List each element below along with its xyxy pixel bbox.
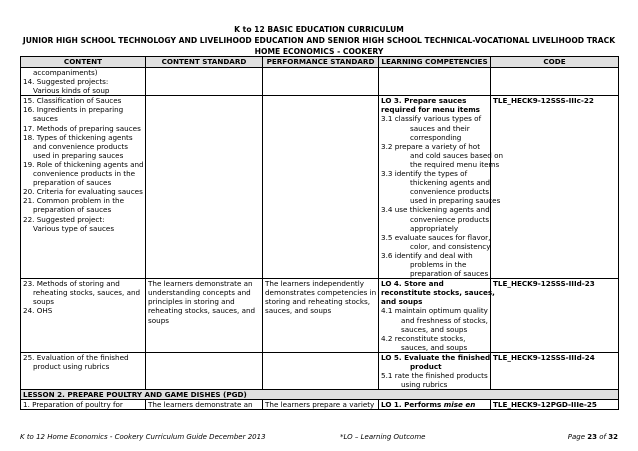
content-cell: [21, 68, 146, 96]
performance-standard-cell: [263, 400, 379, 410]
lesson-title: LESSON 2. PREPARE POULTRY AND GAME DISHES (PGD): [23, 390, 247, 400]
learning-competency-cell: [379, 279, 495, 353]
content-line: 22. Suggested project:: [23, 214, 105, 224]
standard-line: principles in storing and: [148, 297, 235, 307]
curriculum-table: [20, 56, 619, 410]
code-cell: [491, 96, 619, 279]
competency-line: the required menu items: [410, 159, 500, 169]
lo-title: LO 3. Prepare sauces: [381, 96, 467, 106]
header-performance-standard: PERFORMANCE STANDARD: [263, 57, 379, 68]
competency-line: 3.3 identify the types of: [381, 169, 468, 179]
content-line: 20. Criteria for evaluating sauces: [23, 187, 143, 197]
lesson-heading: [21, 390, 619, 400]
page-prefix: Page: [567, 433, 588, 441]
competency-line: preparation of sauces: [410, 269, 489, 279]
content-line: Various type of sauces: [33, 223, 115, 233]
content-line: 19. Role of thickening agents and: [23, 159, 144, 169]
content-line: preparation of sauces: [33, 178, 112, 188]
standard-line: The learners independently: [265, 279, 364, 289]
table-row: [21, 279, 619, 353]
competency-line: color, and consistency: [410, 241, 491, 251]
page-current: 23: [587, 433, 598, 441]
lo-title: required for menu items: [381, 105, 480, 115]
content-line: 15. Classification of Sauces: [23, 96, 122, 106]
content-line: 24. OHS: [23, 306, 53, 316]
content-standard-cell: [146, 400, 263, 410]
lo-title: LO 4. Store and: [381, 279, 444, 289]
performance-standard-cell: [263, 68, 379, 96]
content-line: 14. Suggested projects:: [23, 77, 109, 87]
table-row: [21, 400, 619, 410]
competency-code: TLE_HECK9-12SSS-IIId-24: [493, 352, 595, 362]
competency-code: TLE_HECK9-12PGD-IIIe-25: [493, 400, 597, 410]
performance-standard-cell: [263, 352, 379, 389]
standard-line: The learners demonstrate an: [148, 279, 253, 289]
competency-line: thickening agents and: [410, 178, 490, 188]
table-row: [21, 352, 619, 389]
code-cell: [491, 68, 619, 96]
table-row: [21, 96, 619, 279]
content-standard-cell: [146, 68, 263, 96]
lo-title: and soups: [381, 297, 423, 307]
competency-code: TLE_HECK9-12SSS-IIIc-22: [493, 96, 594, 106]
competency-line: problems in the: [410, 259, 467, 269]
content-line: Various kinds of soup: [33, 86, 110, 96]
page-total: 32: [608, 433, 618, 441]
content-line: 17. Methods of preparing sauces: [23, 123, 141, 133]
learning-competency-cell: [379, 352, 491, 389]
standard-line: The learners demonstrate an: [148, 400, 253, 410]
document-subtitle: JUNIOR HIGH SCHOOL TECHNOLOGY AND LIVELIHOOD EDUCATION AND SENIOR HIGH SCHOOL TECHNICAL-VOCATIONAL LIVELIHOOD TRACK: [22, 36, 616, 45]
content-cell: [21, 400, 146, 410]
footer-guide-title: K to 12 Home Economics - Cookery Curriculum Guide December 2013: [20, 433, 266, 441]
document-title: K to 12 BASIC EDUCATION CURRICULUM: [234, 25, 404, 34]
footer-note: *LO – Learning Outcome: [340, 433, 426, 441]
competency-line: sauces, and soups: [401, 324, 468, 334]
learning-competency-cell: [379, 96, 504, 279]
content-standard-cell: [146, 96, 263, 279]
content-line: 21. Common problem in the: [23, 196, 125, 206]
standard-line: storing and reheating stocks,: [265, 297, 371, 307]
content-line: 16. Ingredients in preparing: [23, 105, 124, 115]
lo-title: [381, 400, 488, 409]
learning-competency-cell: [379, 68, 491, 96]
lo-title: product: [410, 362, 442, 371]
header-learning-competencies: LEARNING COMPETENCIES: [379, 57, 491, 68]
content-line: convenience products in the: [33, 169, 136, 179]
lesson-row: [21, 390, 619, 400]
header-content: CONTENT: [21, 57, 146, 68]
standard-line: soups: [148, 315, 170, 325]
standard-line: The learners prepare a variety: [265, 400, 375, 410]
lo-title-prefix: LO 1. Performs: [381, 400, 444, 410]
standard-line: understanding concepts and: [148, 288, 251, 298]
table-row: [21, 68, 619, 96]
content-cell: [21, 279, 146, 353]
competency-line: corresponding: [410, 132, 462, 142]
content-cell: [21, 96, 146, 279]
competency-line: 3.5 evaluate sauces for flavor,: [381, 232, 491, 242]
footer-page-number: [568, 433, 618, 441]
performance-standard-cell: [263, 279, 379, 353]
lo-title: reconstitute stocks, sauces,: [381, 288, 495, 298]
content-line: soups: [33, 297, 55, 307]
page-of: of: [597, 433, 609, 441]
content-line: used in preparing sauces: [33, 150, 124, 160]
competency-line: 4.2 reconstitute stocks,: [381, 333, 466, 343]
code-cell: [491, 279, 619, 353]
content-line: reheating stocks, sauces, and: [33, 288, 141, 298]
competency-line: and cold sauces based on: [410, 150, 504, 160]
competency-line: sauces, and soups: [401, 342, 468, 352]
competency-line: convenience products: [410, 214, 490, 224]
code-cell: [491, 400, 619, 410]
competency-line: using rubrics: [401, 380, 448, 390]
content-line: and convenience products: [33, 141, 128, 151]
competency-line: 5.1 rate the finished products: [381, 371, 488, 381]
competency-line: 3.1 classify various types of: [381, 114, 482, 124]
content-line: 25. Evaluation of the finished: [23, 352, 129, 362]
table-header-row: [21, 57, 619, 68]
competency-line: 4.1 maintain optimum quality: [381, 306, 488, 316]
performance-standard-cell: [263, 96, 379, 279]
competency-line: used in preparing sauces: [410, 196, 501, 206]
content-standard-cell: [146, 352, 263, 389]
learning-competency-cell: [379, 400, 491, 410]
document-subject: HOME ECONOMICS - COOKERY: [254, 47, 384, 56]
content-line: product using rubrics: [33, 362, 110, 371]
content-cell: [21, 352, 146, 389]
competency-line: convenience products: [410, 187, 490, 197]
content-standard-cell: [146, 279, 263, 353]
standard-line: sauces, and soups: [265, 306, 332, 316]
competency-code: TLE_HECK9-12SSS-IIId-23: [493, 279, 595, 289]
content-line: 1. Preparation of poultry for: [23, 400, 123, 410]
competency-line: sauces and their: [410, 123, 470, 133]
content-line: accompaniments): [33, 68, 98, 77]
standard-line: reheating stocks, sauces, and: [148, 306, 256, 316]
header-code: CODE: [491, 57, 619, 68]
header-content-standard: CONTENT STANDARD: [146, 57, 263, 68]
standard-line: demonstrates competencies in: [265, 288, 377, 298]
content-line: preparation of sauces: [33, 205, 112, 215]
content-line: sauces: [33, 114, 58, 124]
competency-line: appropriately: [410, 223, 459, 233]
competency-line: and freshness of stocks,: [401, 315, 488, 325]
content-line: 23. Methods of storing and: [23, 279, 120, 289]
lo-title-italic: mise en: [443, 400, 476, 410]
code-cell: [491, 352, 619, 389]
competency-line: 3.2 prepare a variety of hot: [381, 141, 481, 151]
competency-line: 3.4 use thickening agents and: [381, 205, 490, 215]
content-line: 18. Types of thickening agents: [23, 132, 133, 142]
competency-line: 3.6 identify and deal with: [381, 250, 473, 260]
lo-title: LO 5. Evaluate the finished: [381, 352, 491, 362]
